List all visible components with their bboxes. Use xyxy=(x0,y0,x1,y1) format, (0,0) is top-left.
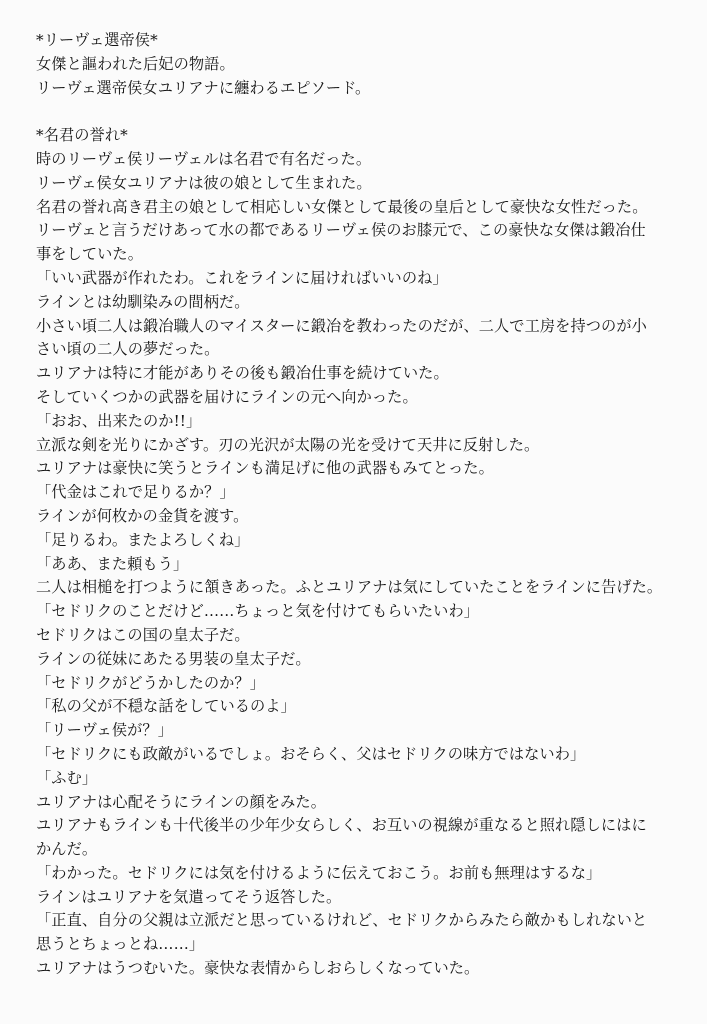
text-line: 二人は相槌を打つように頷きあった。ふとユリアナは気にしていたことをラインに告げた。 xyxy=(36,578,663,597)
text-line: ユリアナもラインも十代後半の少年少女らしく、お互いの視線が重なると照れ隠しにはに xyxy=(36,816,647,835)
text-line: ラインの従妹にあたる男装の皇太子だ。 xyxy=(36,649,311,668)
text-line: 女傑と謳われた后妃の物語。 xyxy=(36,54,235,73)
text-line: ユリアナは心配そうにラインの顔をみた。 xyxy=(36,792,327,811)
text-line: ユリアナは特に才能がありその後も鍛冶仕事を続けていた。 xyxy=(36,364,449,383)
text-line: 小さい頃二人は鍛冶職人のマイスターに鍛冶を教わったのだが、二人で工房を持つのが小 xyxy=(36,316,647,335)
text-line: 「セドリクがどうかしたのか？」 xyxy=(36,673,266,692)
text-line: 「ああ、また頼もう」 xyxy=(36,554,189,573)
text-line: 思うとちょっとね……」 xyxy=(36,935,205,954)
document-body xyxy=(36,29,676,981)
text-line: 「リーヴェ侯が？」 xyxy=(36,721,173,740)
text-line: セドリクはこの国の皇太子だ。 xyxy=(36,625,250,644)
text-line: 「足りるわ。またよろしくね」 xyxy=(36,530,250,549)
text-line: 「正直、自分の父親は立派だと思っているけれど、セドリクからみたら敵かもしれないと xyxy=(36,911,648,930)
text-line: かんだ。 xyxy=(36,840,98,859)
text-line: リーヴェと言うだけあって水の都であるリーヴェ侯のお膝元で、この豪快な女傑は鍛冶仕 xyxy=(36,221,646,240)
section-heading: *名君の誉れ* xyxy=(36,126,128,145)
text-line: ラインが何枚かの金貨を渡す。 xyxy=(36,506,249,525)
text-line: ラインとは幼馴染みの間柄だ。 xyxy=(36,292,250,311)
text-line: 「わかった。セドリクには気を付けるように伝えておこう。お前も無理はするな」 xyxy=(36,863,602,882)
text-line: 「おお、出来たのか!!」 xyxy=(36,411,202,430)
text-line: 「セドリクにも政敵がいるでしょ。おそらく、父はセドリクの味方ではないわ」 xyxy=(36,744,586,763)
text-line: ラインはユリアナを気遣ってそう返答した。 xyxy=(36,887,342,906)
text-line: 時のリーヴェ侯リーヴェルは名君で有名だった。 xyxy=(36,149,372,168)
text-line: 「セドリクのことだけど……ちょっと気を付けてもらいたいわ」 xyxy=(36,602,480,621)
blank-line xyxy=(36,100,676,124)
text-line: ユリアナは豪快に笑うとラインも満足げに他の武器もみてとった。 xyxy=(36,459,494,478)
text-line: 立派な剣を光りにかざす。刃の光沢が太陽の光を受けて天井に反射した。 xyxy=(36,435,540,454)
section-heading: *リーヴェ選帝侯* xyxy=(36,31,158,49)
text-line: 「私の父が不穏な話をしているのよ」 xyxy=(36,697,296,716)
text-line: 「いい武器が作れたわ。これをラインに届ければいいのね」 xyxy=(36,268,448,287)
text-line: 「ふむ」 xyxy=(36,768,98,787)
text-line: リーヴェ選帝侯女ユリアナに纏わるエピソード。 xyxy=(36,78,371,97)
text-line: 「代金はこれで足りるか？」 xyxy=(36,483,235,502)
text-line: 名君の誉れ高き君主の娘として相応しい女傑として最後の皇后として豪快な女性だった。 xyxy=(36,197,648,216)
text-line: さい頃の二人の夢だった。 xyxy=(36,340,220,359)
text-line: 事をしていた。 xyxy=(36,245,144,264)
text-line: そしていくつかの武器を届けにラインの元へ向かった。 xyxy=(36,387,418,406)
text-line: ユリアナはうつむいた。豪快な表情からしおらしくなっていた。 xyxy=(36,959,480,978)
text-line: リーヴェ侯女ユリアナは彼の娘として生まれた。 xyxy=(36,173,372,192)
